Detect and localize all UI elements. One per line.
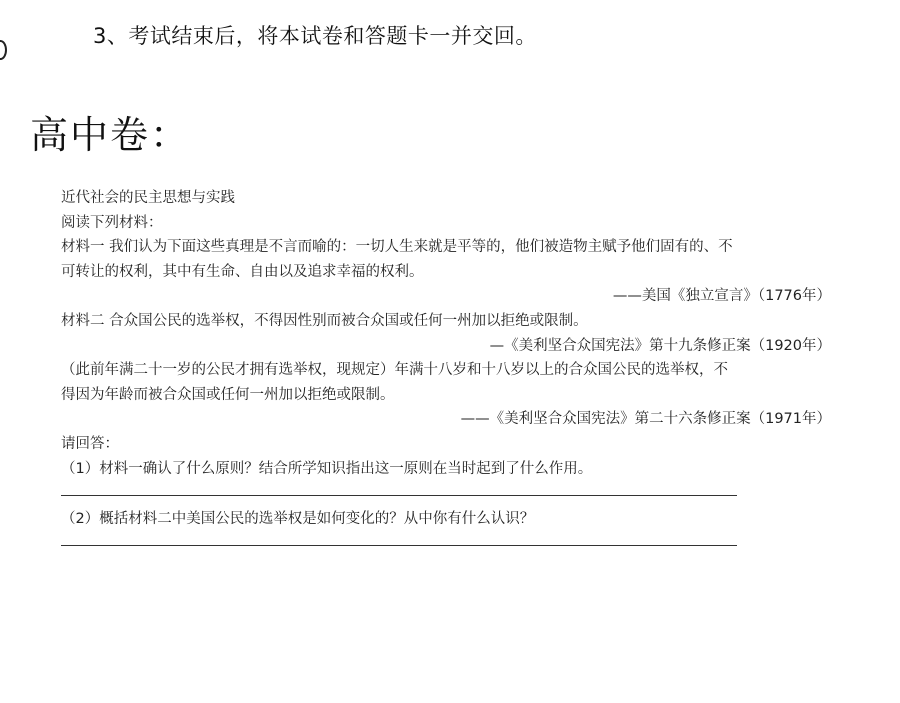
passage-title: 近代社会的民主思想与实践 — [61, 190, 235, 206]
material-two-note-line: （此前年满二十一岁的公民才拥有选举权，现规定）年满十八岁和十八岁以上的合众国公民的选举权，不 — [61, 362, 728, 379]
material-two-note-line: 得因为年龄而被合众国或任何一州加以拒绝或限制。 — [61, 386, 395, 403]
material-one-line: 可转让的权利，其中有生命、自由以及追求幸福的权利。 — [61, 263, 424, 280]
material-one-line: 材料一 我们认为下面这些真理是不言而喻的：一切人生来就是平等的，他们被造物主赋予他们固有的、不 — [61, 239, 733, 256]
question-two: （2）概括材料二中美国公民的选举权是如何变化的？从中你有什么认识？ — [61, 510, 535, 527]
answer-prompt: 请回答： — [61, 435, 119, 452]
source-citation: ——《美利坚合众国宪法》第二十六条修正案（1971年） — [460, 411, 831, 428]
answer-blank-line[interactable] — [61, 531, 737, 546]
exam-instruction: 3、考试结束后，将本试卷和答题卡一并交回。 — [93, 24, 537, 48]
section-heading: 高中卷： — [30, 113, 191, 157]
source-citation: ——美国《独立宣言》（1776年） — [612, 288, 831, 305]
answer-blank-line[interactable] — [61, 481, 737, 496]
question-passage — [61, 186, 831, 557]
reading-prompt: 阅读下列材料： — [61, 214, 163, 231]
page-edge-mark — [0, 40, 7, 60]
source-citation: —《美利坚合众国宪法》第十九条修正案（1920年） — [489, 337, 831, 354]
material-two-line: 材料二 合众国公民的选举权，不得因性别而被合众国或任何一州加以拒绝或限制。 — [61, 312, 588, 329]
question-one: （1）材料一确认了什么原则？结合所学知识指出这一原则在当时起到了什么作用。 — [61, 460, 593, 477]
